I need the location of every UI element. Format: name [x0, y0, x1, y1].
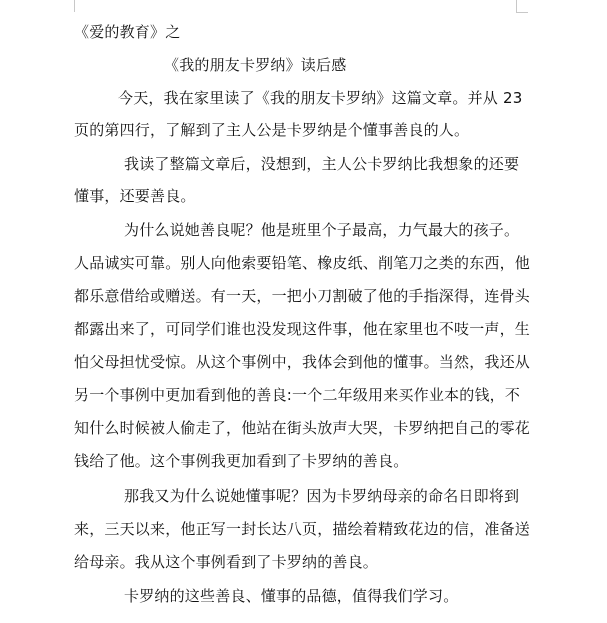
paragraph-3-line-1: 为什么说她善良呢？他是班里个子最高，力气最大的孩子。: [124, 221, 520, 239]
crop-mark-top-right-vertical: [516, 0, 517, 12]
essay-title: 《我的朋友卡罗纳》读后感: [164, 56, 347, 74]
paragraph-3-line-3: 都乐意借给或赠送。有一天，一把小刀割破了他的手指深得，连骨头: [74, 287, 531, 305]
paragraph-3-line-4: 都露出来了，可同学们谁也没发现这件事，他在家里也不吱一声，生: [74, 320, 531, 338]
paragraph-3-line-5: 怕父母担忧受惊。从这个事例中，我体会到他的懂事。当然，我还从: [74, 353, 531, 371]
paragraph-3-line-8: 钱给了他。这个事例我更加看到了卡罗纳的善良。: [74, 452, 409, 470]
paragraph-4-line-3: 给母亲。我从这个事例看到了卡罗纳的善良。: [74, 553, 379, 571]
book-title: 《爱的教育》之: [74, 23, 181, 41]
paragraph-5-line-1: 卡罗纳的这些善良、懂事的品德，值得我们学习。: [124, 587, 459, 605]
paragraph-3-line-6: 另一个事例中更加看到他的善良:一个二年级用来买作业本的钱，不: [74, 386, 521, 404]
paragraph-2-line-2: 懂事，还要善良。: [74, 187, 196, 205]
paragraph-1-line-2: 页的第四行，了解到了主人公是卡罗纳是个懂事善良的人。: [74, 121, 470, 139]
paragraph-4-line-2: 来，三天以来，他正写一封长达八页，描绘着精致花边的信，准备送: [74, 520, 531, 538]
paragraph-2-line-1: 我读了整篇文章后，没想到，主人公卡罗纳比我想象的还要: [124, 155, 520, 173]
crop-mark-top-left: [74, 0, 75, 12]
paragraph-4-line-1: 那我又为什么说她懂事呢？因为卡罗纳母亲的命名日即将到: [124, 487, 520, 505]
paragraph-3-line-2: 人品诚实可靠。别人向他索要铅笔、橡皮纸、削笔刀之类的东西，他: [74, 254, 531, 272]
crop-mark-top-right-horizontal: [516, 12, 528, 13]
paragraph-3-line-7: 知什么时候被人偷走了，他站在街头放声大哭，卡罗纳把自己的零花: [74, 419, 531, 437]
paragraph-1-line-1: 今天，我在家里读了《我的朋友卡罗纳》这篇文章。并从 23: [118, 89, 523, 107]
